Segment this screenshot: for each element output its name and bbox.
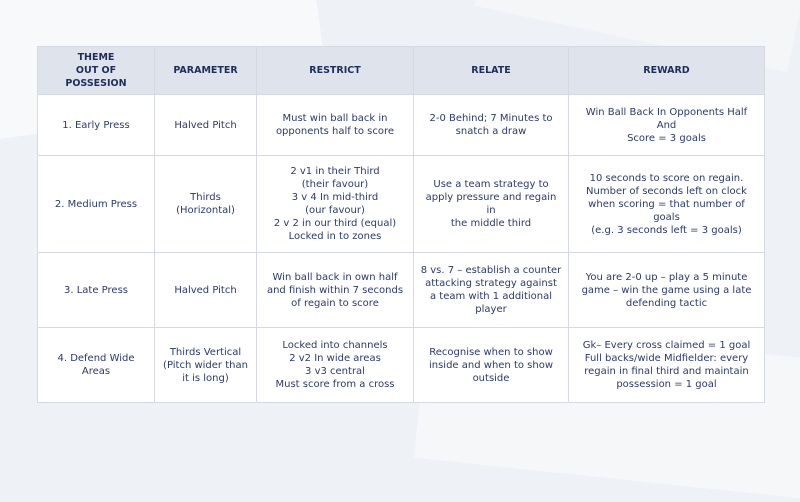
parameter-cell: Thirds Vertical (Pitch wider than it is long) bbox=[155, 328, 257, 403]
session-theme-table bbox=[37, 46, 765, 403]
relate-cell: 2-0 Behind; 7 Minutes to snatch a draw bbox=[414, 95, 569, 156]
reward-cell: Win Ball Back In Opponents Half And Score = 3 goals bbox=[569, 95, 765, 156]
relate-cell: 8 vs. 7 – establish a counter attacking strategy against a team with 1 additional player bbox=[414, 253, 569, 328]
table-row bbox=[38, 328, 765, 403]
header-relate: RELATE bbox=[414, 47, 569, 95]
parameter-cell: Halved Pitch bbox=[155, 253, 257, 328]
parameter-cell: Thirds (Horizontal) bbox=[155, 156, 257, 253]
restrict-cell: Locked into channels 2 v2 In wide areas 3 v3 central Must score from a cross bbox=[257, 328, 414, 403]
relate-cell: Recognise when to show inside and when to show outside bbox=[414, 328, 569, 403]
table-row bbox=[38, 95, 765, 156]
header-parameter: PARAMETER bbox=[155, 47, 257, 95]
reward-cell: 10 seconds to score on regain. Number of seconds left on clock when scoring = that number of goals (e.g. 3 seconds left = 3 goals) bbox=[569, 156, 765, 253]
theme-cell: 4. Defend Wide Areas bbox=[38, 328, 155, 403]
header-theme: THEME OUT OF POSSESION bbox=[38, 47, 155, 95]
theme-cell: 1. Early Press bbox=[38, 95, 155, 156]
reward-cell: You are 2-0 up – play a 5 minute game – win the game using a late defending tactic bbox=[569, 253, 765, 328]
theme-cell: 3. Late Press bbox=[38, 253, 155, 328]
restrict-cell: Win ball back in own half and finish within 7 seconds of regain to score bbox=[257, 253, 414, 328]
header-reward: REWARD bbox=[569, 47, 765, 95]
table-row bbox=[38, 253, 765, 328]
header-restrict: RESTRICT bbox=[257, 47, 414, 95]
restrict-cell: 2 v1 in their Third (their favour) 3 v 4 In mid-third (our favour) 2 v 2 in our third (equal) Locked in to zones bbox=[257, 156, 414, 253]
restrict-cell: Must win ball back in opponents half to score bbox=[257, 95, 414, 156]
table-header-row bbox=[38, 47, 765, 95]
relate-cell: Use a team strategy to apply pressure and regain in the middle third bbox=[414, 156, 569, 253]
parameter-cell: Halved Pitch bbox=[155, 95, 257, 156]
reward-cell: Gk– Every cross claimed = 1 goal Full backs/wide Midfielder: every regain in final third and maintain possession = 1 goal bbox=[569, 328, 765, 403]
table-row bbox=[38, 156, 765, 253]
theme-cell: 2. Medium Press bbox=[38, 156, 155, 253]
